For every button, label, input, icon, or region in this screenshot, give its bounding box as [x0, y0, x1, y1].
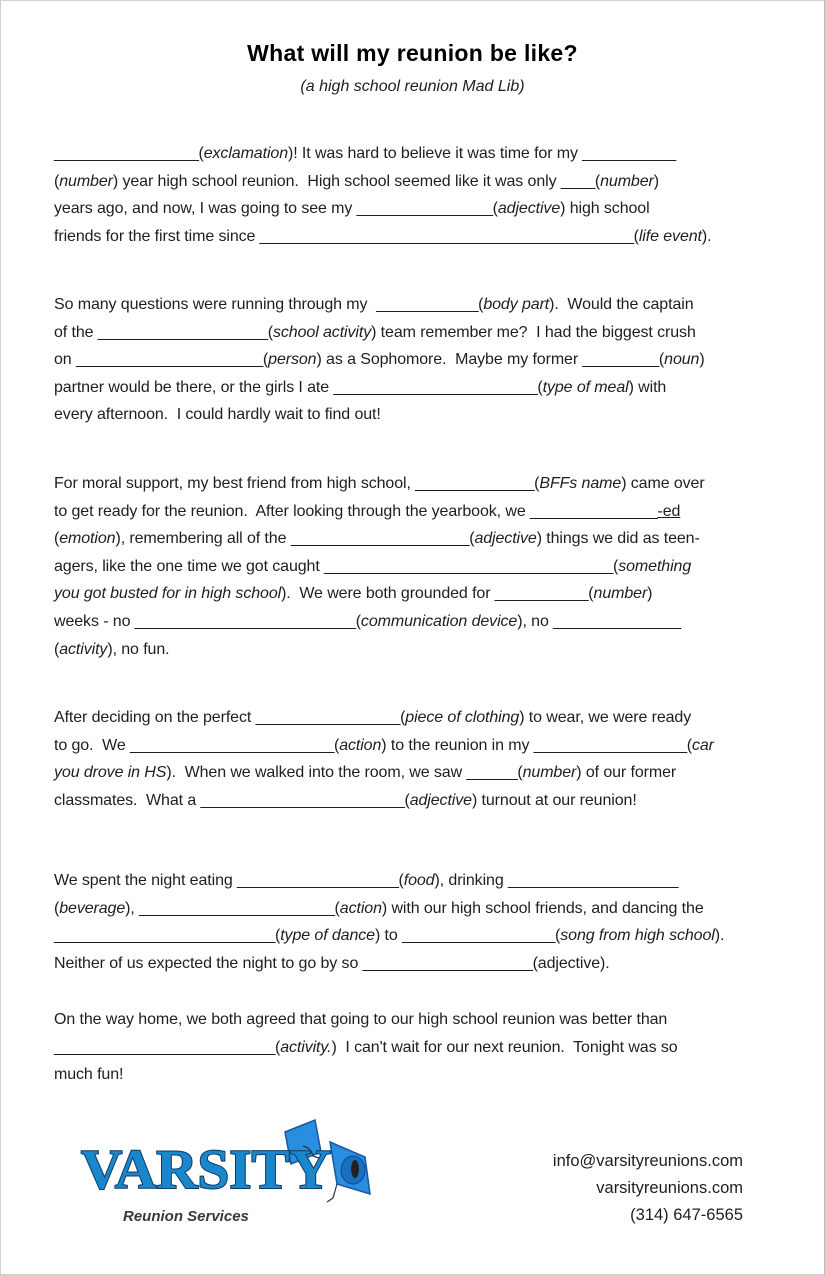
story-text: (: [54, 899, 60, 917]
word-type-hint: school activity: [273, 323, 372, 341]
story-text: ) team remember me? I had the biggest crush: [371, 323, 696, 341]
fill-in-blank[interactable]: ____________________________________________: [259, 227, 634, 245]
fill-in-blank[interactable]: _______________: [529, 502, 658, 520]
story-text: (: [54, 530, 60, 548]
story-text: ): [647, 585, 653, 603]
story-text: (: [478, 296, 484, 313]
story-text: ) high school: [560, 200, 650, 218]
paragraph-4-line: [54, 763, 676, 783]
word-type-hint: emotion: [59, 530, 116, 548]
logo-wordmark: VARSITY: [81, 1139, 331, 1201]
fill-in-blank[interactable]: ________________________: [333, 378, 538, 396]
paragraph-2-line: [54, 378, 666, 398]
story-text: ). When we walked into the room, we saw: [166, 764, 467, 782]
word-type-hint: song from high school: [560, 927, 715, 945]
story-text: )! It was hard to believe it was time for my: [288, 145, 583, 162]
story-text: ). We were both grounded for: [281, 585, 495, 603]
word-type-hint: action: [339, 899, 382, 917]
story-text: (: [262, 351, 269, 369]
story-text: So many questions were running through my: [54, 296, 377, 313]
word-type-hint: noun: [664, 351, 700, 369]
word-type-hint: BFFs name: [539, 475, 622, 492]
story-text: After deciding on the perfect: [54, 709, 256, 726]
paragraph-4-line: [54, 708, 691, 728]
fill-in-blank[interactable]: ________________: [356, 200, 493, 218]
contact-phone: (314) 647-6565: [630, 1206, 743, 1224]
story-text: ). Would the captain: [549, 296, 694, 313]
fill-in-blank[interactable]: _________________: [54, 145, 199, 162]
story-text: ), drinking: [434, 872, 508, 889]
paragraph-4-line: [54, 791, 637, 811]
fill-in-blank[interactable]: ___________: [494, 585, 589, 603]
word-type-hint: exclamation: [203, 145, 288, 162]
paragraph-3-line: [54, 612, 681, 632]
story-text: (: [658, 351, 665, 369]
fill-in-blank[interactable]: ____________________: [97, 323, 268, 341]
logo-tagline: Reunion Services: [123, 1208, 249, 1225]
fill-in-blank[interactable]: ______________________: [75, 351, 263, 369]
story-text: ): [699, 351, 705, 369]
story-text: ): [653, 172, 659, 190]
story-text: to go. We: [54, 736, 130, 754]
varsity-logo: [75, 1116, 385, 1233]
word-type-hint: food: [403, 872, 435, 889]
fill-in-blank[interactable]: _______________________: [139, 899, 335, 917]
fill-in-blank[interactable]: __________________________________: [324, 557, 613, 575]
word-type-hint: number: [522, 764, 577, 782]
word-type-hint: life event: [638, 227, 702, 245]
fill-in-blank[interactable]: _________________: [255, 709, 401, 726]
fill-in-blank[interactable]: ________________________: [200, 791, 405, 809]
story-text: (adjective).: [532, 954, 610, 972]
story-text: (: [400, 709, 406, 726]
fill-in-blank[interactable]: ___________: [582, 145, 676, 162]
paragraph-3-line: [54, 502, 680, 522]
paragraph-6-line: [54, 1065, 123, 1085]
fill-in-blank[interactable]: ____________________: [362, 954, 533, 972]
fill-in-blank[interactable]: __________________________: [54, 1038, 275, 1056]
word-type-hint: you drove in HS: [54, 764, 167, 782]
word-type-hint: action: [339, 736, 382, 754]
story-text: ), no: [517, 613, 554, 630]
story-text: (: [267, 323, 273, 341]
story-text: For moral support, my best friend from high school,: [54, 475, 416, 492]
fill-in-blank[interactable]: __________________: [533, 736, 687, 754]
fill-in-blank[interactable]: _______________: [553, 613, 681, 630]
story-text: (: [198, 145, 204, 162]
paragraph-5-line: [54, 954, 610, 974]
story-text: much fun!: [54, 1066, 124, 1084]
word-type-hint: activity.: [280, 1038, 332, 1056]
story-text: ).: [714, 927, 725, 945]
paragraph-1-line: [54, 172, 659, 192]
story-text: (: [555, 927, 561, 945]
story-text: ).: [701, 227, 712, 245]
story-text: ), remembering all of the: [115, 530, 291, 548]
word-type-hint: type of meal: [542, 378, 629, 396]
word-type-hint: beverage: [59, 899, 126, 917]
paragraph-3-line: [54, 474, 705, 494]
story-text: Neither of us expected the night to go by so: [54, 954, 363, 972]
story-text: (: [588, 585, 594, 603]
paragraph-4-line: [54, 736, 714, 756]
fill-in-blank[interactable]: ____: [560, 172, 595, 190]
paragraph-1-line: [54, 227, 711, 247]
word-type-hint: number: [593, 585, 648, 603]
fill-in-blank[interactable]: ____________: [376, 296, 479, 313]
paragraph-6-line: [54, 1010, 667, 1030]
story-text: (: [492, 200, 498, 218]
story-text: (: [686, 736, 692, 754]
story-text: (: [333, 736, 340, 754]
paragraph-3-line: [54, 557, 691, 577]
story-text: (: [537, 378, 543, 396]
story-text: partner would be there, or the girls I ate: [54, 378, 334, 396]
story-text: ) with: [628, 378, 667, 396]
story-text: ) of our former: [576, 764, 677, 782]
story-text: ) to wear, we were ready: [519, 709, 692, 726]
word-type-hint: something: [618, 557, 692, 575]
fill-in-blank[interactable]: ______: [466, 764, 518, 782]
story-text: (: [334, 899, 340, 917]
story-text: (: [633, 227, 639, 245]
story-text: ) to: [374, 927, 403, 945]
fill-in-blank[interactable]: ____________________: [507, 872, 678, 889]
word-type-hint: you got busted for in high school: [54, 585, 282, 603]
fill-in-blank[interactable]: ___________________: [237, 872, 399, 889]
story-text: We spent the night eating: [54, 872, 238, 889]
story-text: (: [54, 640, 60, 658]
story-text: (: [274, 927, 281, 945]
contact-website[interactable]: varsityreunions.com: [596, 1179, 743, 1197]
page-subtitle: (a high school reunion Mad Lib): [300, 78, 525, 95]
word-type-hint: adjective: [409, 791, 472, 809]
fill-in-blank[interactable]: ______________: [415, 475, 535, 492]
story-text: ),: [125, 899, 140, 917]
story-text: classmates. What a: [54, 791, 201, 809]
word-type-hint: adjective: [474, 530, 537, 548]
word-type-hint: piece of clothing: [405, 709, 520, 726]
story-text: (: [469, 530, 475, 548]
story-text: (: [398, 872, 404, 889]
fill-in-blank[interactable]: ________________________: [129, 736, 334, 754]
story-text: of the: [54, 323, 98, 341]
story-text: to get ready for the reunion. After looking through the yearbook, we: [54, 502, 530, 520]
word-type-hint: number: [600, 172, 654, 190]
story-text: (: [355, 613, 361, 630]
fill-in-blank[interactable]: _________: [582, 351, 659, 369]
paragraph-1-line: [54, 144, 676, 164]
paragraph-3-line: [54, 584, 652, 604]
paragraph-6-line: [54, 1038, 678, 1058]
story-text: ) with our high school friends, and dancing the: [381, 899, 704, 917]
story-text: ) as a Sophomore. Maybe my former: [316, 351, 583, 369]
story-text: (: [594, 172, 601, 190]
story-text: every afternoon. I could hardly wait to find out!: [54, 406, 381, 424]
fill-in-blank[interactable]: _____________________: [290, 530, 470, 548]
story-text: (: [54, 172, 60, 190]
story-text: friends for the first time since: [54, 227, 260, 245]
story-text: ) things we did as teen-: [536, 530, 700, 548]
word-type-hint: body part: [483, 296, 550, 313]
word-type-hint: communication device: [360, 613, 518, 630]
paragraph-3-line: [54, 529, 700, 549]
fill-in-blank[interactable]: __________________________: [134, 613, 356, 630]
word-type-hint: car: [691, 736, 714, 754]
story-text: ) turnout at our reunion!: [471, 791, 637, 809]
story-text: ) year high school reunion. High school seemed like it was only: [112, 172, 561, 190]
story-text: ) I can't wait for our next reunion. Tonight was so: [331, 1038, 678, 1056]
blank-suffix: -ed: [657, 502, 681, 520]
story-text: (: [517, 764, 523, 782]
fill-in-blank[interactable]: __________________: [402, 927, 556, 945]
paragraph-1-line: [54, 199, 650, 219]
story-text: ) came over: [621, 475, 705, 492]
story-text: ) to the reunion in my: [381, 736, 534, 754]
contact-email[interactable]: info@varsityreunions.com: [552, 1152, 743, 1170]
story-text: (: [613, 557, 619, 575]
paragraph-2-line: [54, 405, 381, 425]
story-text: (: [274, 1038, 281, 1056]
fill-in-blank[interactable]: __________________________: [54, 927, 275, 945]
paragraph-5-line: [54, 871, 678, 891]
story-text: agers, like the one time we got caught: [54, 557, 325, 575]
graduation-cap-icon: [327, 1142, 370, 1202]
story-text: (: [404, 791, 410, 809]
paragraph-5-line: [54, 899, 704, 919]
story-text: years ago, and now, I was going to see my: [54, 200, 357, 218]
story-text: (: [534, 475, 540, 492]
paragraph-3-line: [54, 640, 170, 660]
paragraph-2-line: [54, 295, 694, 315]
word-type-hint: activity: [59, 640, 108, 658]
story-text: On the way home, we both agreed that going to our high school reunion was better than: [54, 1011, 668, 1028]
paragraph-5-line: [54, 926, 724, 946]
paragraph-2-line: [54, 323, 696, 343]
page-title: What will my reunion be like?: [247, 40, 578, 66]
word-type-hint: person: [268, 351, 317, 369]
word-type-hint: adjective: [497, 200, 561, 218]
story-text: on: [54, 351, 76, 369]
word-type-hint: type of dance: [280, 927, 375, 945]
paragraph-2-line: [54, 350, 705, 370]
story-text: weeks - no: [54, 613, 135, 630]
story-text: ), no fun.: [107, 640, 170, 658]
word-type-hint: number: [59, 172, 113, 190]
